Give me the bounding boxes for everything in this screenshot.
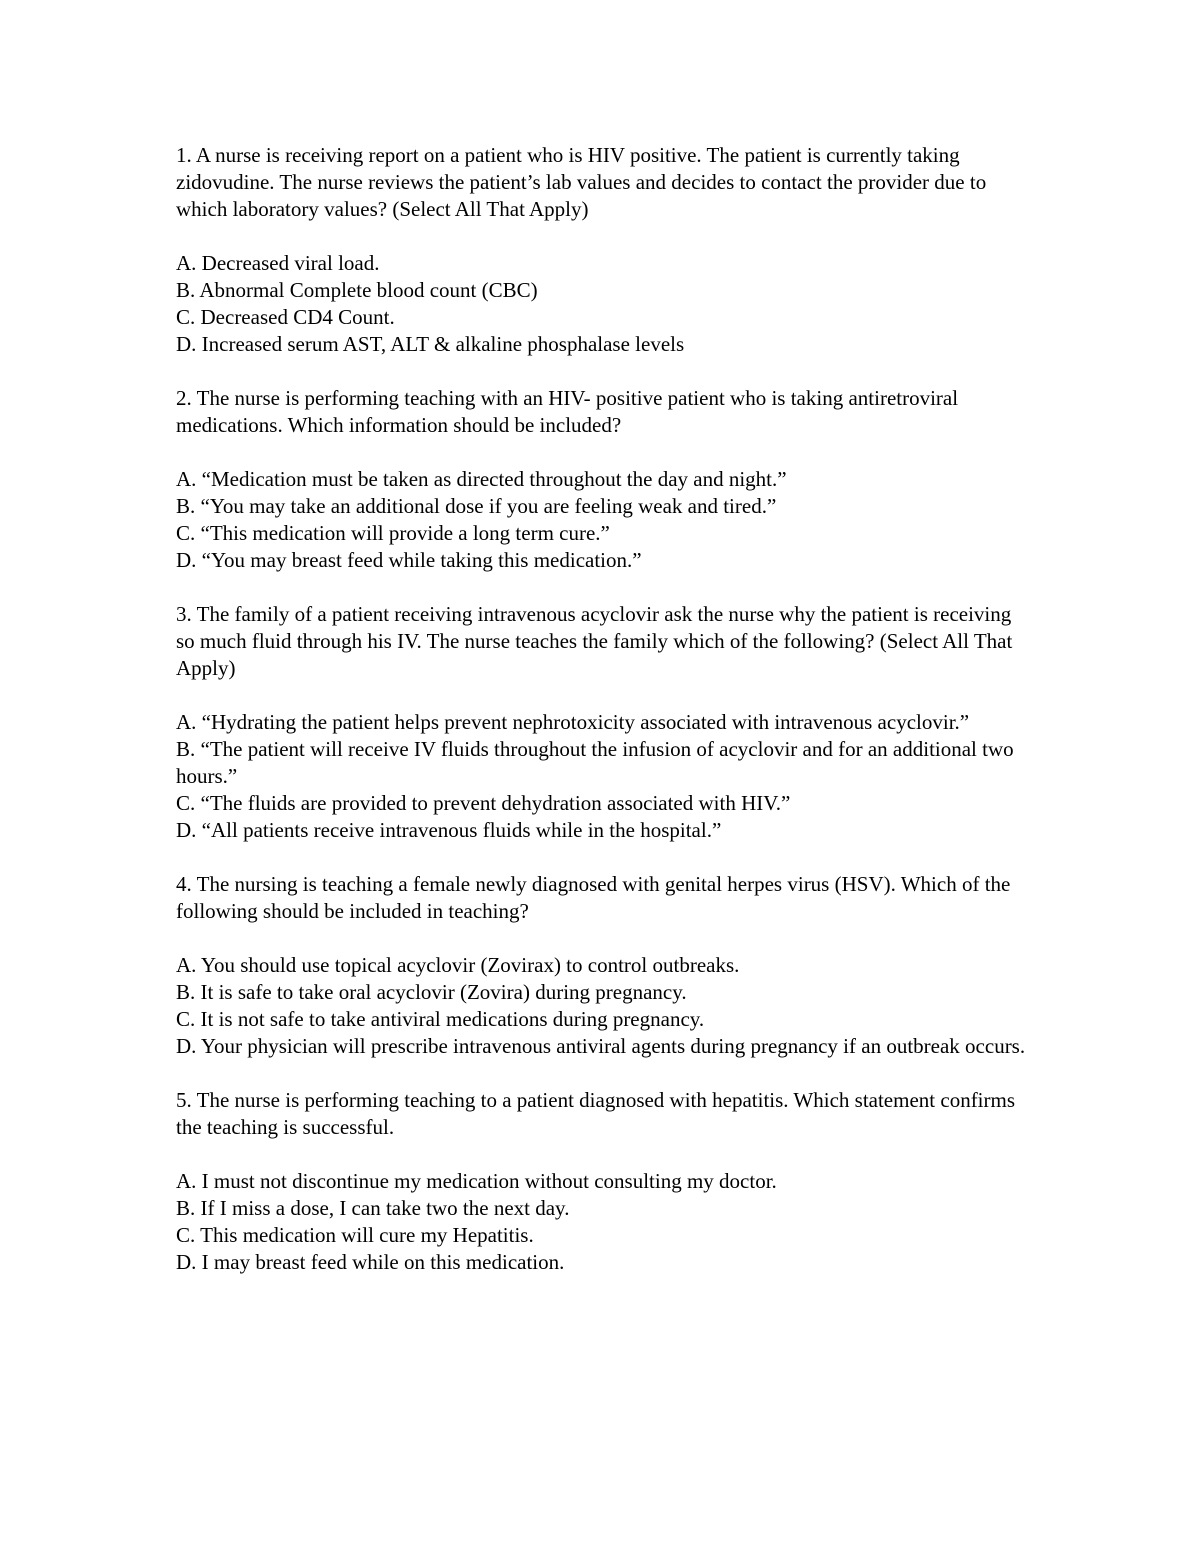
question-stem: 3. The family of a patient receiving intravenous acyclovir ask the nurse why the patient is receiving so much fluid through his IV. The nurse teaches the family which of the following? (Select All That Apply) [176, 602, 1013, 680]
answer-option: A. You should use topical acyclovir (Zovirax) to control outbreaks. [176, 953, 740, 977]
document-page [176, 142, 1026, 1303]
answer-option: A. I must not discontinue my medication without consulting my doctor. [176, 1169, 777, 1193]
answer-option: D. “All patients receive intravenous fluids while in the hospital.” [176, 818, 722, 842]
answer-option: B. If I miss a dose, I can take two the next day. [176, 1196, 570, 1220]
question-stem: 4. The nursing is teaching a female newly diagnosed with genital herpes virus (HSV). Which of the following should be included in teaching? [176, 872, 1011, 923]
answer-option: C. Decreased CD4 Count. [176, 305, 395, 329]
answer-option: D. “You may breast feed while taking this medication.” [176, 548, 642, 572]
question-stem: 2. The nurse is performing teaching with an HIV- positive patient who is taking antiretroviral medications. Which information should be included? [176, 386, 959, 437]
answer-option: C. “This medication will provide a long term cure.” [176, 521, 610, 545]
answer-option: B. “You may take an additional dose if you are feeling weak and tired.” [176, 494, 777, 518]
question-4 [176, 871, 1026, 1060]
question-stem: 1. A nurse is receiving report on a patient who is HIV positive. The patient is currently taking zidovudine. The nurse reviews the patient’s lab values and decides to contact the provider due to which laboratory values? (Select All That Apply) [176, 143, 987, 221]
answer-option: C. It is not safe to take antiviral medications during pregnancy. [176, 1007, 705, 1031]
answer-option: D. I may breast feed while on this medication. [176, 1250, 565, 1274]
question-5 [176, 1087, 1026, 1276]
question-3 [176, 601, 1026, 844]
answer-option: A. “Hydrating the patient helps prevent nephrotoxicity associated with intravenous acyclovir.” [176, 710, 970, 734]
question-1 [176, 142, 1026, 358]
answer-option: C. This medication will cure my Hepatitis. [176, 1223, 534, 1247]
answer-option: A. Decreased viral load. [176, 251, 380, 275]
answer-option: D. Your physician will prescribe intravenous antiviral agents during pregnancy if an outbreak occurs. [176, 1034, 1026, 1058]
question-stem: 5. The nurse is performing teaching to a patient diagnosed with hepatitis. Which statement confirms the teaching is successful. [176, 1088, 1016, 1139]
answer-option: A. “Medication must be taken as directed throughout the day and night.” [176, 467, 787, 491]
answer-option: C. “The fluids are provided to prevent dehydration associated with HIV.” [176, 791, 791, 815]
answer-option: B. It is safe to take oral acyclovir (Zovira) during pregnancy. [176, 980, 687, 1004]
answer-option: B. Abnormal Complete blood count (CBC) [176, 278, 538, 302]
answer-option: D. Increased serum AST, ALT & alkaline phosphalase levels [176, 332, 685, 356]
answer-option: B. “The patient will receive IV fluids throughout the infusion of acyclovir and for an additional two hours.” [176, 737, 1014, 788]
question-2 [176, 385, 1026, 574]
